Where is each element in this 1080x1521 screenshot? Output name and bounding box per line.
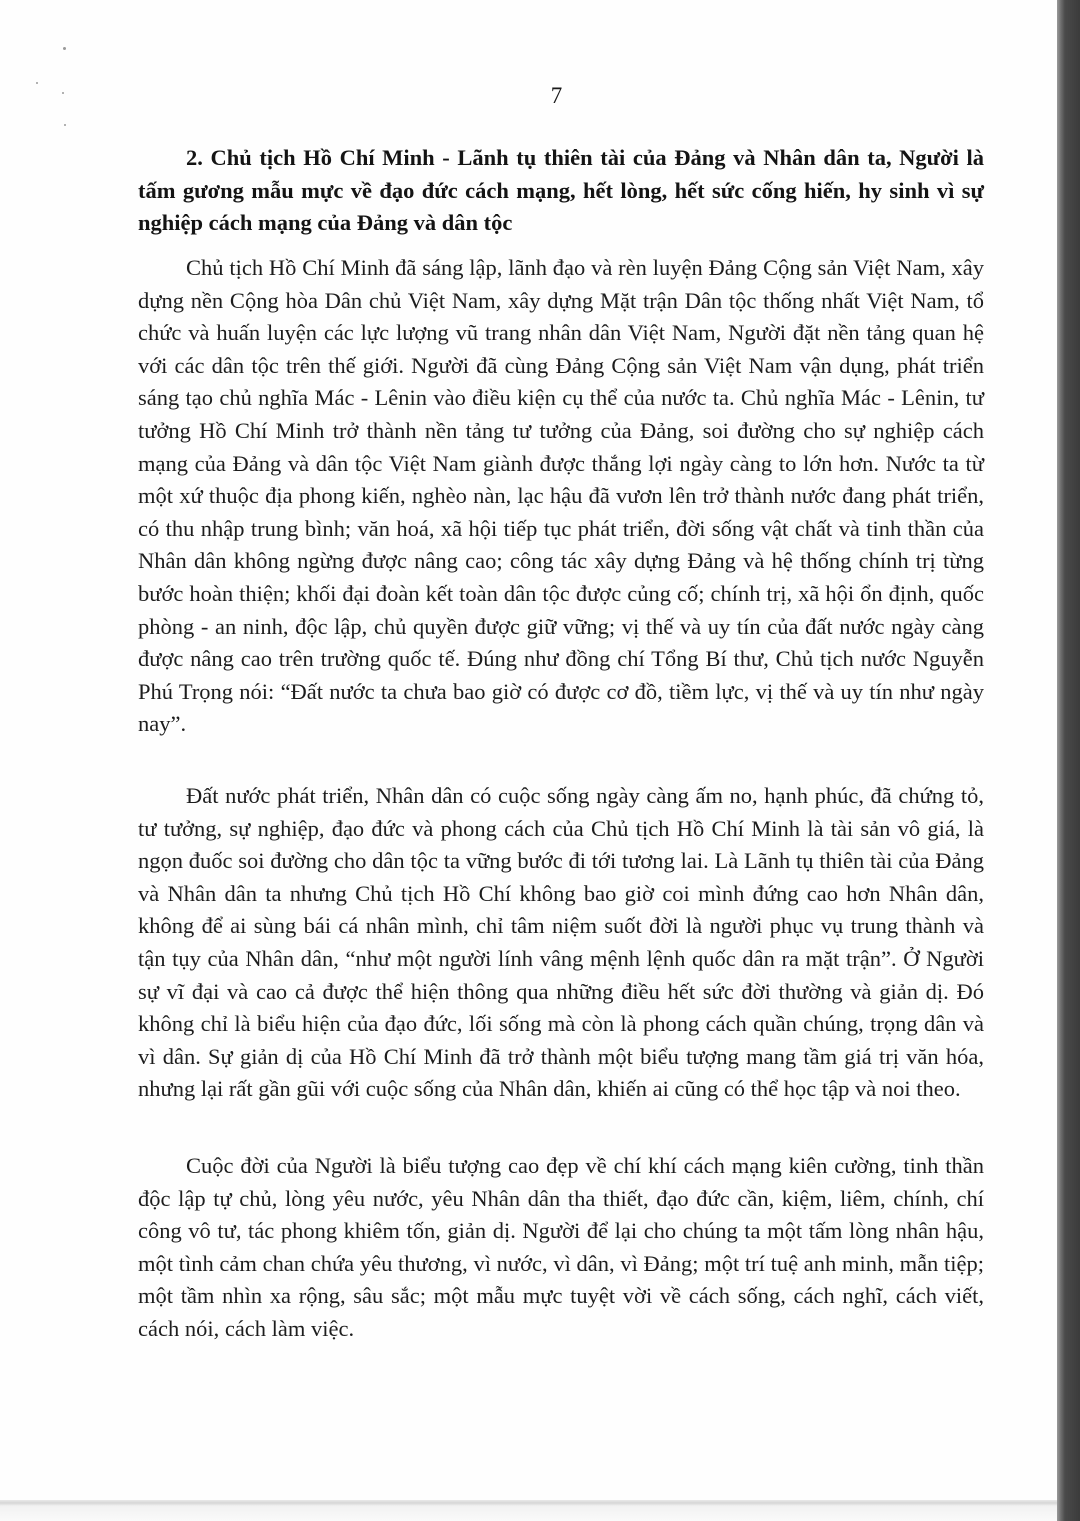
scan-speck <box>64 124 66 126</box>
body-paragraph: Cuộc đời của Người là biểu tượng cao đẹp về chí khí cách mạng kiên cường, tinh thần độc lập tự chủ, lòng yêu nước, yêu Nhân dân tha thiết, đạo đức cần, kiệm, liêm, chính, chí công vô tư, tác phong khiêm tốn, giản dị. Người để lại cho chúng ta một tấm lòng nhân hậu, một tình cảm chan chứa yêu thương, vì nước, vì dân, vì Đảng; một trí tuệ anh minh, mẫn tiệp; một tầm nhìn xa rộng, sâu sắc; một mẫu mực tuyệt vời về cách sống, cách nghĩ, cách viết, cách nói, cách làm việc. <box>138 1153 984 1341</box>
page-bottom-edge <box>0 1500 1057 1521</box>
body-paragraph: Chủ tịch Hồ Chí Minh đã sáng lập, lãnh đạo và rèn luyện Đảng Cộng sản Việt Nam, xây dựng nền Cộng hòa Dân chủ Việt Nam, xây dựng Mặt trận Dân tộc thống nhất Việt Nam, tổ chức và huấn luyện các lực lượng vũ trang nhân dân Việt Nam, Người đặt nền tảng quan hệ với các dân tộc trên thế giới. Người đã cùng Đảng Cộng sản Việt Nam vận dụng, phát triển sáng tạo chủ nghĩa Mác - Lênin vào điều kiện cụ thể của nước ta. Chủ nghĩa Mác - Lênin, tư tưởng Hồ Chí Minh trở thành nền tảng tư tưởng của Đảng, soi đường cho sự nghiệp cách mạng của Đảng và dân tộc Việt Nam giành được thắng lợi ngày càng to lớn hơn. Nước ta từ một xứ thuộc địa phong kiến, nghèo nàn, lạc hậu đã vươn lên trở thành nước đang phát triển, có thu nhập trung bình; văn hoá, xã hội tiếp tục phát triển, đời sống vật chất và tinh thần của Nhân dân không ngừng được nâng cao; công tác xây dựng Đảng và hệ thống chính trị từng bước hoàn thiện; khối đại đoàn kết toàn dân tộc được củng cố; chính trị, xã hội ổn định, quốc phòng - an ninh, độc lập, chủ quyền được giữ vững; vị thế và uy tín của đất nước ngày càng được nâng cao trên trường quốc tế. Đúng như đồng chí Tổng Bí thư, Chủ tịch nước Nguyễn Phú Trọng nói: “Đất nước ta chưa bao giờ có được cơ đồ, tiềm lực, vị thế và uy tín như ngày nay”. <box>138 255 984 737</box>
body-paragraph: Đất nước phát triển, Nhân dân có cuộc sống ngày càng ấm no, hạnh phúc, đã chứng tỏ, tư tưởng, sự nghiệp, đạo đức và phong cách của Chủ tịch Hồ Chí Minh là tài sản vô giá, là ngọn đuốc soi đường cho dân tộc ta vững bước đi tới tương lai. Là Lãnh tụ thiên tài của Đảng và Nhân dân ta nhưng Chủ tịch Hồ Chí không bao giờ coi mình đứng cao hơn Nhân dân, không để ai sùng bái cá nhân mình, chỉ tâm niệm suốt đời là người phục vụ trung thành và tận tụy của Nhân dân, “như một người lính vâng mệnh lệnh quốc dân ra mặt trận”. Ở Người sự vĩ đại và cao cả được thể hiện thông qua những điều hết sức đời thường và giản dị. Đó không chỉ là biểu hiện của đạo đức, lối sống mà còn là phong cách quần chúng, trọng dân và vì dân. Sự giản dị của Hồ Chí Minh đã trở thành một biểu tượng mang tầm giá trị văn hóa, nhưng lại rất gần gũi với cuộc sống của Nhân dân, khiến ai cũng có thể học tập và noi theo. <box>138 783 984 1102</box>
page-right-edge <box>1057 0 1080 1521</box>
section-heading: 2. Chủ tịch Hồ Chí Minh - Lãnh tụ thiên tài của Đảng và Nhân dân ta, Người là tấm gương mẫu mực về đạo đức cách mạng, hết lòng, hết sức cống hiến, hy sinh vì sự nghiệp cách mạng của Đảng và dân tộc <box>138 145 984 235</box>
scan-speck <box>63 47 66 50</box>
page-number: 7 <box>550 83 563 108</box>
